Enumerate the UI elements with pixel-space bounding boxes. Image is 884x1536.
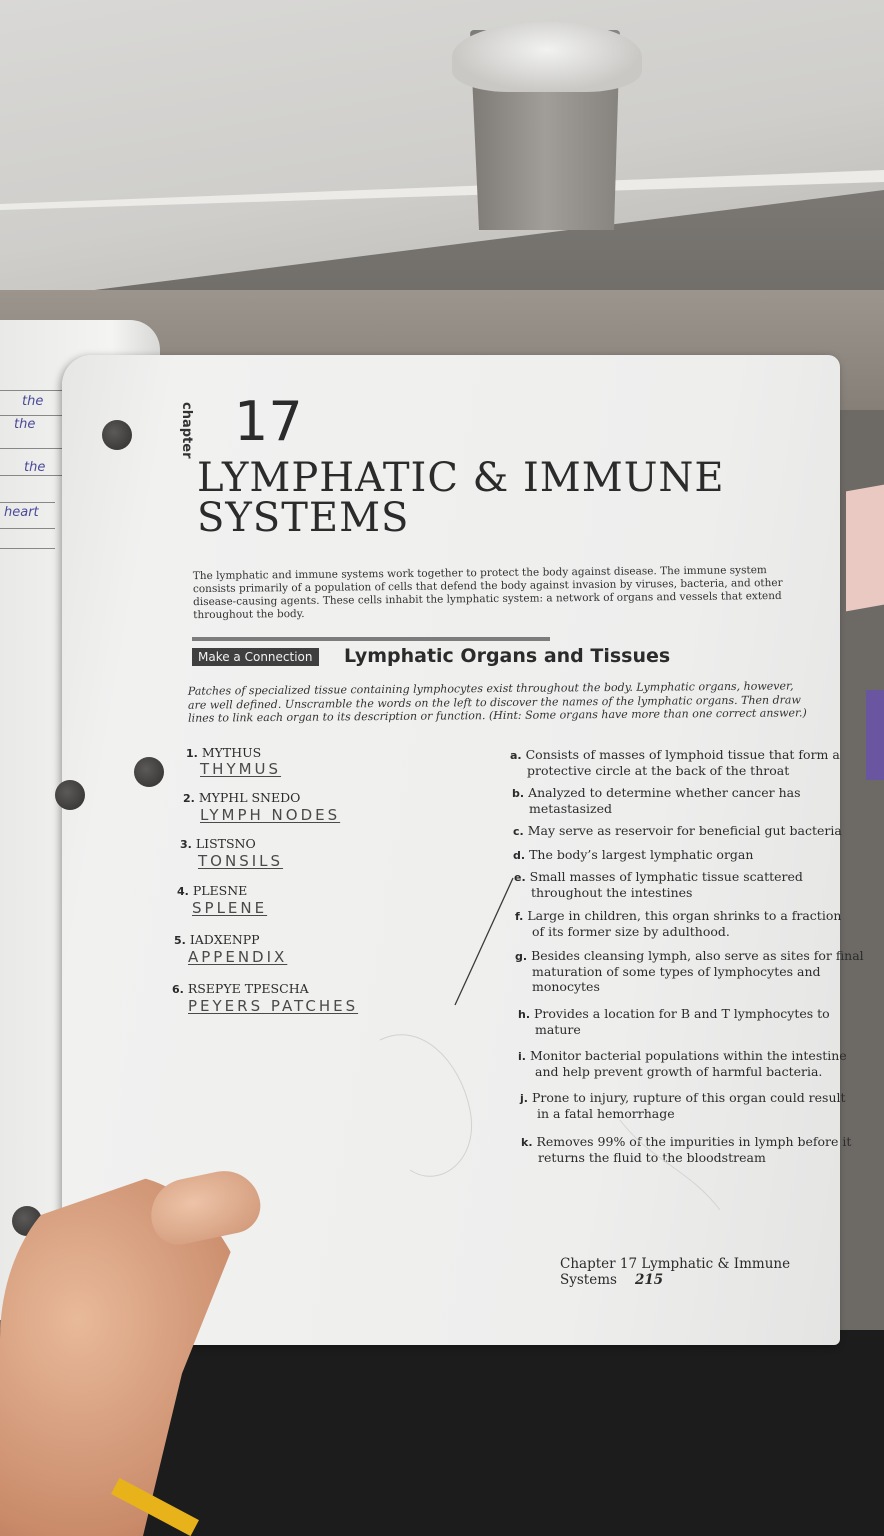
handwritten-answer[interactable]: TONSILS	[198, 852, 284, 870]
scramble-item: 4. PLESNE	[177, 883, 248, 898]
description-item: b. Analyzed to determine whether cancer has metastasized	[512, 785, 801, 816]
description-item: h. Provides a location for B and T lymphocytes to mature	[518, 1006, 830, 1037]
section-title: Lymphatic Organs and Tissues	[344, 645, 671, 667]
section-instructions: Patches of specialized tissue containing lymphocytes exist throughout the body. Lymphatic organs, however, are well defined. Unscramble the words on the left to discover the names of the lymphatic organs. Then draw lines to link each organ to its description or function. (Hint: Some organs have more than one correct answer.)	[187, 679, 807, 725]
description-item: j. Prone to injury, rupture of this organ could result in a fatal hemorrhage	[520, 1090, 846, 1121]
handwritten-answer[interactable]: APPENDIX	[188, 948, 288, 966]
description-item: g. Besides cleansing lymph, also serve as sites for final maturation of some types of lymphocytes and monocytes	[515, 948, 864, 994]
handwritten-answer[interactable]: SPLENE	[192, 899, 268, 917]
description-item: a. Consists of masses of lymphoid tissue that form a protective circle at the back of the throat	[510, 747, 840, 778]
chapter-title-line2: SYSTEMS	[197, 495, 410, 541]
scramble-item: 3. LISTSNO	[180, 836, 256, 851]
chapter-number: 17	[234, 390, 303, 453]
description-item: f. Large in children, this organ shrinks to a fraction of its former size by adulthood.	[515, 908, 842, 939]
handwritten-answer[interactable]: THYMUS	[200, 760, 282, 778]
handwritten-note: the	[14, 417, 36, 432]
description-item: i. Monitor bacterial populations within the intestine and help prevent growth of harmful bacteria.	[518, 1048, 847, 1079]
handwritten-note: the	[22, 394, 44, 409]
footer-chapter-title: Chapter 17 Lymphatic & Immune Systems	[560, 1256, 791, 1288]
handwritten-note: the	[24, 460, 46, 475]
bleed-through-illustration	[380, 1035, 472, 1177]
scramble-item: 1. MYTHUS	[186, 745, 262, 760]
handwritten-note: heart	[4, 505, 39, 520]
make-a-connection-badge: Make a Connection	[192, 648, 319, 666]
scramble-item: 2. MYPHL SNEDO	[183, 790, 301, 805]
description-item: d. The body’s largest lymphatic organ	[513, 847, 754, 862]
handwritten-answer[interactable]: LYMPH NODES	[200, 806, 341, 824]
page-number: 215	[634, 1272, 664, 1288]
chapter-intro: The lymphatic and immune systems work together to protect the body against disease. The immune system consists primarily of a population of cells that defend the body against invasion by viruses, bacteria, and other disease-causing agents. These cells inhabit the lymphatic system: a network of organs and vessels that extend throughout the body.	[192, 564, 783, 622]
description-item: e. Small masses of lymphatic tissue scattered throughout the intestines	[514, 869, 803, 900]
page-footer	[560, 1256, 884, 1288]
handwritten-answer[interactable]: PEYERS PATCHES	[188, 997, 359, 1015]
scramble-item: 6. RSEPYE TPESCHA	[172, 981, 309, 996]
chapter-label: chapter	[179, 402, 194, 459]
hand-drawn-line	[455, 878, 513, 1005]
chapter-title-line1: LYMPHATIC & IMMUNE	[197, 455, 725, 501]
scramble-item: 5. IADXENPP	[174, 932, 260, 947]
description-item: c. May serve as reservoir for beneficial gut bacteria	[513, 823, 842, 838]
description-item: k. Removes 99% of the impurities in lymph before it returns the fluid to the bloodstream	[521, 1134, 852, 1165]
bleed-through-illustration	[620, 1120, 720, 1210]
